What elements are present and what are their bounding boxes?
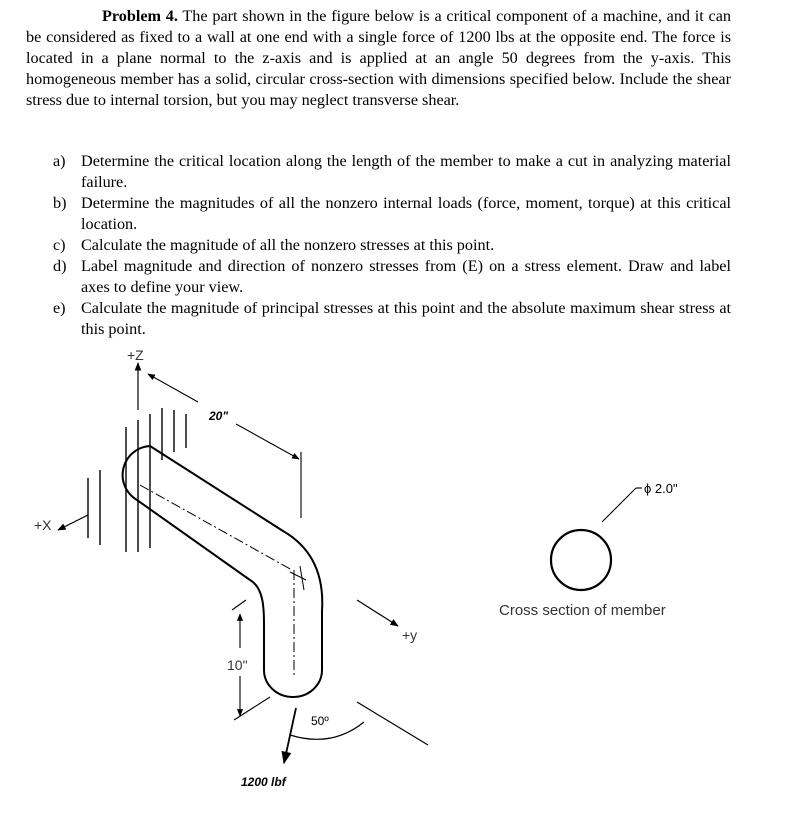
force-label: 1200 lbf [241, 775, 286, 789]
diameter-leader [602, 488, 636, 522]
x-axis-line [58, 515, 88, 530]
wall-support [88, 408, 186, 552]
x-axis-label: +X [34, 517, 52, 533]
diameter-label: ϕ 2.0" [644, 481, 678, 496]
y-axis-label: +y [402, 627, 418, 643]
question-text: Determine the magnitudes of all the nonzero internal loads (force, moment, torque) at this critical location. [81, 194, 731, 233]
centerline-tick [290, 572, 306, 580]
angle-label: 50º [311, 714, 329, 728]
cross-section-circle [551, 530, 611, 590]
y-axis-line [357, 600, 398, 626]
problem-label: Problem 4. [102, 7, 178, 25]
problem-text: The part shown in the figure below is a critical component of a machine, and it can be considered as fixed to a wall at one end with a single force of 1200 lbs at the opposite end. The force is located in a plane normal to the z-axis and is applied at an angle 50 degrees from the y-axis. This homogeneous member has a solid, circular cross-section with dimensions specified below. Include the shear stress due to internal torsion, but you may neglect transverse shear. [26, 7, 731, 109]
question-label: e) [53, 299, 66, 317]
dimension-10in-label: 10" [227, 657, 248, 673]
question-label: c) [53, 236, 66, 254]
cross-section-label: Cross section of member [499, 602, 666, 619]
question-text: Determine the critical location along the length of the member to make a cut in analyzing material failure. [81, 152, 731, 191]
question-text: Calculate the magnitude of all the nonzero stresses at this point. [81, 236, 495, 254]
question-label: b) [53, 194, 67, 212]
dimension-20in-label: 20" [209, 409, 229, 423]
question-text: Label magnitude and direction of nonzero stresses from (E) on a stress element. Draw and label axes to define your view. [81, 257, 731, 296]
question-label: a) [53, 152, 66, 170]
question-label: d) [53, 257, 67, 275]
z-axis-label: +Z [127, 347, 144, 363]
centerline-tick [300, 566, 304, 590]
member-centerline [140, 485, 294, 675]
question-text: Calculate the magnitude of principal stresses at this point and the absolute maximum shear stress at this point. [81, 299, 731, 338]
dimension-20in [148, 374, 301, 518]
member-body [123, 446, 323, 697]
angle-reference-line [357, 702, 428, 745]
